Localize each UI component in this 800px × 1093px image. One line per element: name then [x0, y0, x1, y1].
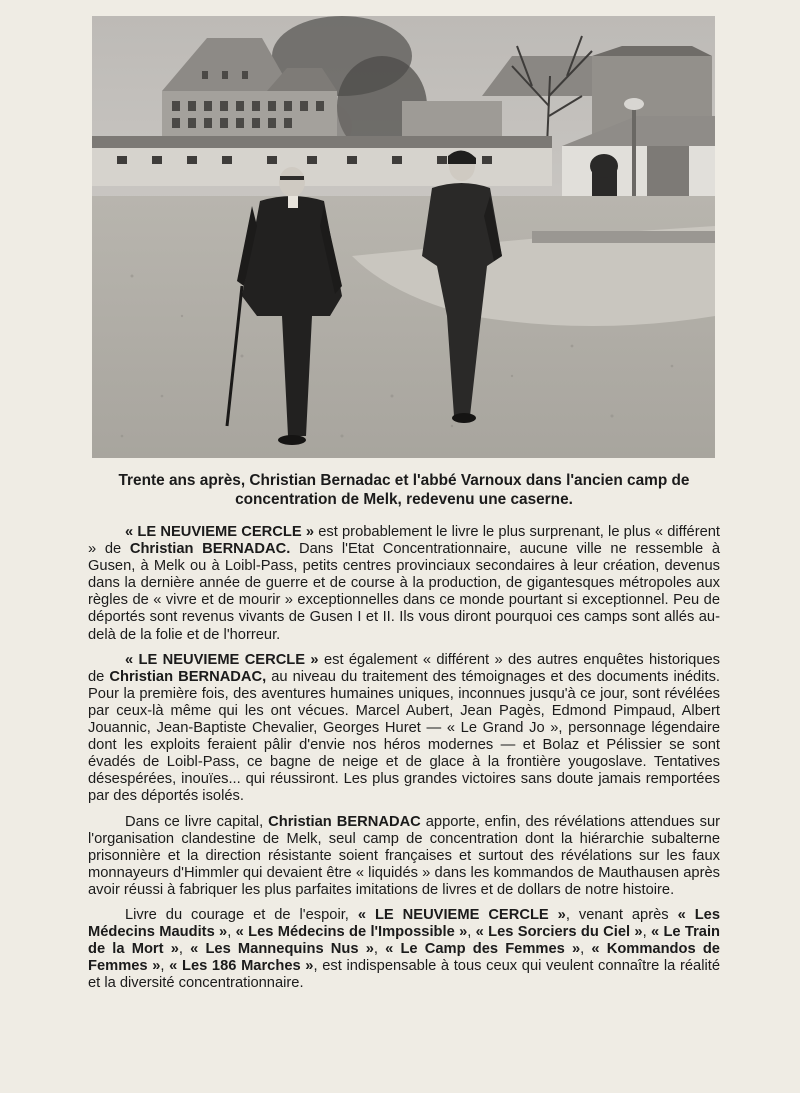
text-run: Dans l'Etat Concentrationnaire, aucune ville ne ressemble à Gusen, à Melk ou à Loibl-Pass, petits centres provinciaux secondaires à leur création, devenus dans la dernière année de guerre et de course à la production, de gigantesques métropoles aux règles de « vivre et de mourir » exceptionnelles dans ce monde pourtant si exceptionnel. Peu de déportés sont revenus vivants de Gusen I et II. Ils vous diront pourquoi ces camps sont allés au-delà de la folie et de l'horreur. [88, 541, 721, 643]
bold-text: « LE NEUVIEME CERCLE » [125, 651, 319, 668]
text-run: est également « différent » des autres enquêtes historiques de [88, 651, 720, 685]
bold-text: « Les Mannequins Nus » [190, 941, 374, 958]
text-run: apporte, enfin, des révélations attendues sur l'organisation clandestine de Melk, seul camp de concentration dont la hiérarchie subalterne prisonnière et la direction résistante soient françaises et surtout des révélations sur les faux monnayeurs d'Himmler qui devaient être « liquidés » dans les kommandos de Mauthausen après avoir réussi à fabriquer les plus parfaites imitations de livres et de dollars de notre histoire. [88, 813, 721, 898]
bold-text: « Les 186 Marches » [169, 958, 314, 975]
camp-photo [92, 16, 715, 458]
text-run: , [227, 924, 236, 941]
text-run: , [160, 958, 170, 975]
text-run: , [642, 924, 651, 941]
text-run: , est indispensable à tous ceux qui veulent connaître la réalité et la diversité concentrationnaire. [88, 958, 720, 992]
body-text [88, 524, 720, 1000]
photo-caption: Trente ans après, Christian Bernadac et l'abbé Varnoux dans l'ancien camp de concentration de Melk, redevenu une caserne. [118, 472, 690, 508]
bold-text: Christian BERNADAC, [109, 668, 267, 685]
text-run: , [580, 941, 592, 958]
paragraph-4 [88, 907, 720, 992]
photo-two-men-walking-in-camp [92, 16, 715, 458]
bold-text: « Les Médecins de l'Impossible » [235, 924, 468, 941]
paragraph-3 [88, 814, 720, 899]
paragraph-2 [88, 652, 720, 806]
text-run: , venant après [565, 906, 678, 923]
text-run: est probablement le livre le plus surprenant, le plus « différent » de [88, 524, 721, 558]
bold-text: « Kommandos de Femmes » [88, 941, 720, 975]
bold-text: « Le Camp des Femmes » [385, 941, 581, 958]
bold-text: « Les Médecins Maudits » [88, 906, 720, 941]
text-run: Livre du courage et de l'espoir, [125, 906, 358, 923]
bold-text: « LE NEUVIEME CERCLE » [125, 524, 315, 540]
text-run: , [467, 924, 476, 941]
text-run: , [373, 941, 386, 958]
text-run: Dans ce livre capital, [125, 813, 269, 830]
bold-text: « LE NEUVIEME CERCLE » [357, 906, 566, 923]
bold-text: « Le Train de la Mort » [88, 924, 721, 958]
bold-text: Christian BERNADAC [268, 813, 421, 830]
paragraph-1 [88, 524, 720, 644]
bold-text: Christian BERNADAC. [129, 541, 291, 558]
bold-text: « Les Sorciers du Ciel » [475, 924, 643, 941]
text-run: , [178, 941, 191, 958]
text-run: au niveau du traitement des témoignages et des documents inédits. Pour la première fois, des aventures humaines uniques, inconnues jusqu'à ce jour, sont révélées par ceux-là même qui les ont vécues. Marcel Aubert, Jean Pagès, Edmond Pimpaud, Albert Jouannic, Jean-Baptiste Chevalier, Georges Huret — « Le Grand Jo », personnage légendaire dont les exploits feraient pâlir d'envie nos héros modernes — et Bolaz et Pélissier se sont évadés de Loibl-Pass, ce bagne de neige et de glace à la frontière yougoslave. Tentatives désespérées, inouïes... qui réussiront. Les plus grandes victoires sans doute jamais remportées par des déportés isolés. [88, 668, 720, 805]
